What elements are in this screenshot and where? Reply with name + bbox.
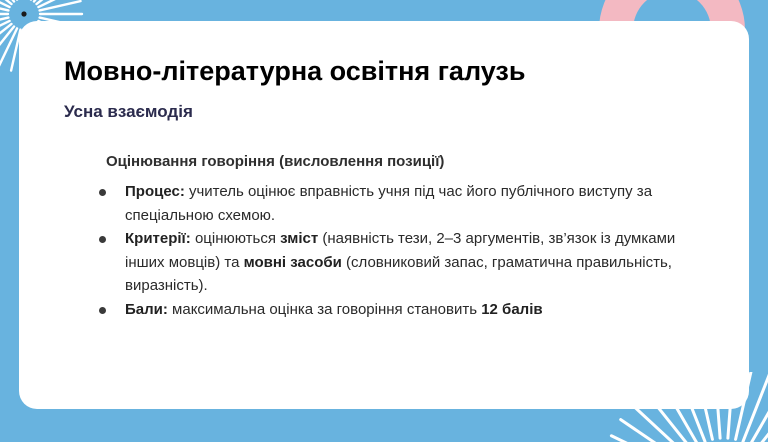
- bullet-dot-icon: [99, 307, 106, 314]
- bullet-strong-content: зміст: [280, 230, 319, 247]
- sunburst-ray: [756, 392, 768, 442]
- slide-card: [19, 21, 749, 409]
- bullet-label-points: Бали:: [125, 300, 168, 318]
- sunburst-ray: [0, 18, 8, 27]
- sunburst-ray: [0, 1, 8, 10]
- bullet-strong-language-means: мовні засоби: [243, 253, 342, 271]
- sunburst-ray: [632, 405, 686, 442]
- bullet-text-process: учитель оцінює вправність учня під час його публічного виступу за спеціальною схемою.: [125, 183, 653, 224]
- bullet-text-criteria-3: (словниковий запас, граматична правильність, виразність).: [125, 253, 672, 294]
- slide-title: Мовно-літературна освітня галузь: [64, 56, 526, 86]
- sunburst-ray: [40, 1, 81, 10]
- sunburst-ray: [611, 436, 677, 442]
- bullet-label-process: Процес:: [125, 183, 185, 200]
- sunburst-ray: [34, 0, 60, 1]
- section-heading: Оцінювання говоріння (висловлення позиції): [106, 153, 445, 170]
- bullet-item-process: [95, 180, 685, 227]
- bullet-label-criteria: Критерії:: [125, 230, 191, 247]
- bullet-strong-score: 12 балів: [481, 300, 543, 318]
- sunburst-ray: [750, 382, 768, 442]
- bullet-text-criteria-2: (наявність тези, 2–3 аргументів, зв’язок із думками інших мовців) та: [125, 230, 676, 271]
- sunburst-ray: [37, 0, 70, 4]
- sunburst-ray: [38, 0, 76, 7]
- sunburst-ray: [0, 24, 11, 50]
- sunburst-ray: [762, 405, 768, 442]
- sunburst-ray: [0, 0, 14, 1]
- bullet-text-criteria-1: оцінюються: [190, 230, 281, 247]
- bullet-item-points: [95, 298, 685, 322]
- bullet-list: [95, 180, 685, 321]
- slide-subtitle: Усна взаємодія: [64, 102, 193, 121]
- sunburst-ray: [0, 0, 10, 7]
- bullet-item-criteria: [95, 227, 685, 298]
- bullet-dot-icon: [99, 189, 106, 196]
- sunburst-ray: [0, 27, 14, 60]
- bullet-dot-icon: [99, 236, 106, 243]
- sunburst-ray: [0, 21, 10, 39]
- sunburst-ray: [0, 0, 11, 4]
- sunburst-ray: [0, 28, 17, 66]
- bullet-text-points: максимальна оцінка за говоріння становить: [167, 300, 482, 318]
